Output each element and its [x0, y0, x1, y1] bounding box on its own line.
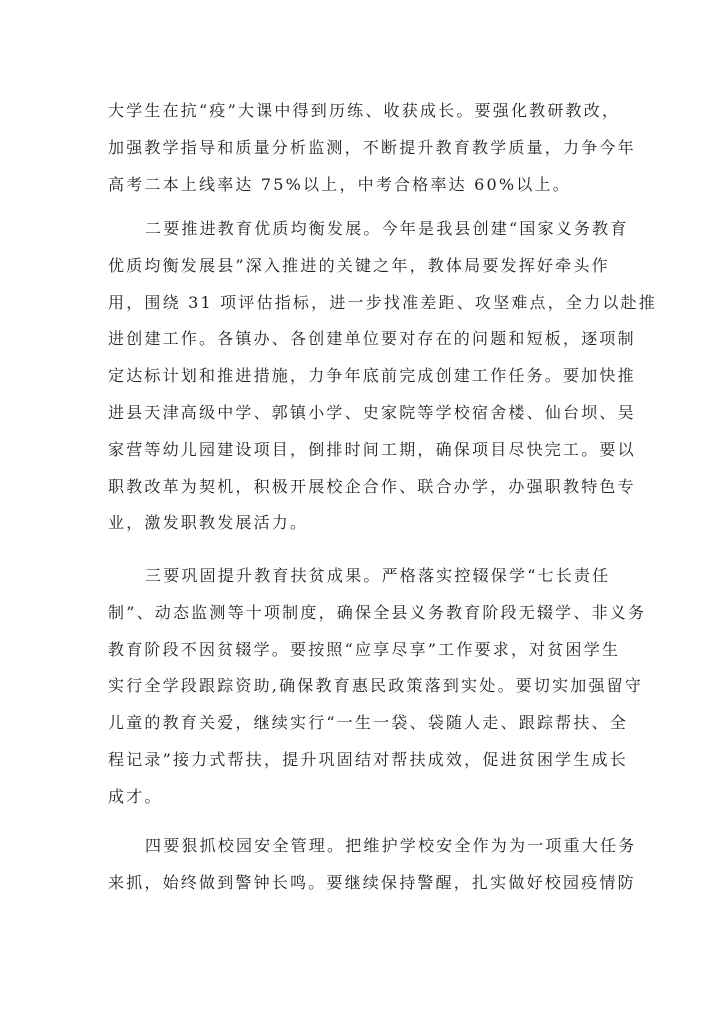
text-line: 教育阶段不因贫辍学。要按照“应享尽享”工作要求，对贫困学生 [108, 639, 621, 659]
text-line: 二要推进教育优质均衡发展。今年是我县创建“国家义务教育 [145, 219, 629, 238]
text-line: 职教改革为契机，积极开展校企合作、联合办学，办强职教特色专 [108, 476, 636, 496]
text-line: 业，激发职教发展活力。 [108, 513, 309, 533]
text-line: 进县天津高级中学、郭镇小学、史家院等学校宿舍楼、仙台坝、吴 [108, 403, 636, 422]
text-line: 家营等幼儿园建设项目，倒排时间工期，确保项目尽快完工。要以 [108, 439, 636, 459]
text-line: 优质均衡发展县”深入推进的关键之年，教体局要发挥好牵头作 [108, 255, 610, 275]
text-line: 实行全学段跟踪资助,确保教育惠民政策落到实处。要切实加强留守 [108, 676, 644, 696]
text-line: 制”、动态监测等十项制度，确保全县义务教育阶段无辍学、非义务 [108, 602, 647, 622]
text-line: 儿童的教育关爱，继续实行“一生一袋、袋随人走、跟踪帮扶、全 [108, 713, 628, 733]
text-line: 程记录”接力式帮扶，提升巩固结对帮扶成效，促进贫困学生成长 [108, 750, 628, 769]
text-line: 进创建工作。各镇办、各创建单位要对存在的问题和短板，逐项制 [108, 329, 636, 349]
text-line: 大学生在抗“疫”大课中得到历练、收获成长。要强化教研教改， [108, 101, 621, 120]
text-line: 来抓，始终做到警钟长鸣。要继续保持警醒，扎实做好校园疫情防 [108, 872, 636, 892]
text-line: 高考二本上线率达 75%以上，中考合格率达 60%以上。 [108, 174, 571, 194]
text-line: 四要狠抓校园安全管理。把维护学校安全作为为一项重大任务 [145, 836, 637, 855]
text-line: 用，围绕 31 项评估指标，进一步找准差距、攻坚难点，全力以赴推 [108, 292, 657, 312]
text-line: 成才。 [108, 786, 163, 806]
text-line: 加强教学指导和质量分析监测，不断提升教育教学质量，力争今年 [108, 137, 636, 157]
text-line: 三要巩固提升教育扶贫成果。严格落实控辍保学“七长责任 [145, 566, 611, 585]
text-line: 定达标计划和推进措施，力争年底前完成创建工作任务。要加快推 [108, 366, 636, 386]
